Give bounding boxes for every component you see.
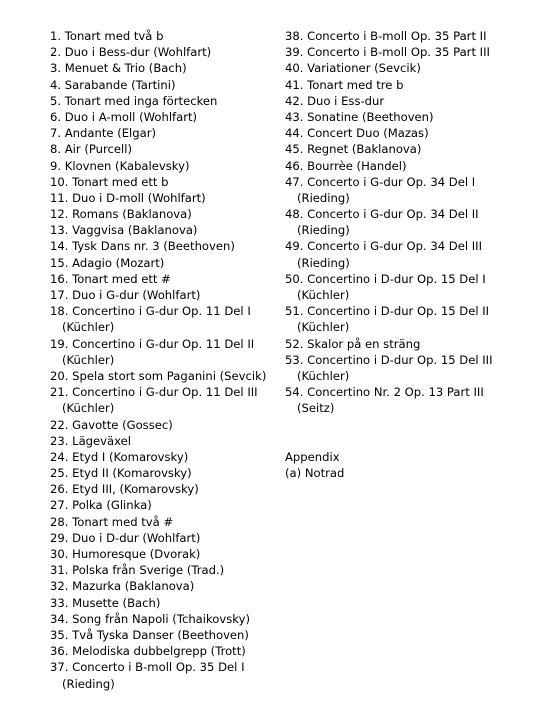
list-item-title: 54. Concertino Nr. 2 Op. 13 Part III (285, 385, 484, 400)
list-item-title: 20. Spela stort som Paganini (Sevcik) (50, 368, 267, 383)
list-item (50, 578, 285, 594)
list-item-title: 39. Concerto i B-moll Op. 35 Part III (285, 45, 490, 60)
list-item-title: 10. Tonart med ett b (50, 174, 169, 189)
list-item (50, 271, 285, 287)
list-item (50, 643, 285, 659)
list-item-title: 24. Etyd I (Komarovsky) (50, 449, 189, 464)
list-item (50, 287, 285, 303)
list-item (285, 28, 540, 44)
list-item-title: 51. Concertino i D-dur Op. 15 Del II (285, 304, 490, 319)
list-item (50, 497, 285, 513)
list-item (285, 303, 540, 335)
list-item-title: 1. Tonart med två b (50, 29, 164, 43)
list-item-composer: (Küchler) (62, 401, 115, 416)
list-item-composer: (Küchler) (297, 288, 350, 302)
list-item (50, 546, 285, 562)
list-item (50, 222, 285, 238)
list-item-title: 46. Bourrèe (Handel) (285, 158, 407, 173)
list-item-title: 37. Concerto i B-moll Op. 35 Del I (50, 660, 245, 675)
list-item-title: 27. Polka (Glinka) (50, 498, 152, 513)
list-item-title: 13. Vaggvisa (Baklanova) (50, 223, 198, 238)
list-item-title: 43. Sonatine (Beethoven) (285, 109, 434, 124)
list-item-title: 15. Adagio (Mozart) (50, 255, 165, 270)
list-item (50, 595, 285, 611)
list-item (50, 449, 285, 465)
list-item-title: 26. Etyd III, (Komarovsky) (50, 482, 199, 497)
list-item (50, 125, 285, 141)
list-item (50, 141, 285, 157)
list-item (285, 174, 540, 206)
list-item (285, 238, 540, 270)
list-item-title: 9. Klovnen (Kabalevsky) (50, 158, 190, 173)
list-item (50, 481, 285, 497)
list-item-title: 7. Andante (Elgar) (50, 126, 157, 141)
list-item-title: 21. Concertino i G-dur Op. 11 Del III (50, 385, 258, 400)
list-item-title: 41. Tonart med tre b (285, 77, 404, 92)
list-item-title: 40. Variationer (Sevcik) (285, 61, 421, 76)
list-item (50, 433, 285, 449)
list-item-composer: (Küchler) (297, 368, 350, 383)
list-item-title: 42. Duo i Ess-dur (285, 93, 385, 108)
list-item-title: 45. Regnet (Baklanova) (285, 142, 422, 157)
list-item (285, 206, 540, 238)
list-item (285, 44, 540, 60)
list-item (285, 271, 540, 303)
list-item (50, 238, 285, 254)
list-item-composer: (Seitz) (297, 401, 335, 416)
list-item (50, 562, 285, 578)
list-item (50, 530, 285, 546)
list-item (50, 77, 285, 93)
list-item (50, 60, 285, 76)
list-item-title: 38. Concerto i B-moll Op. 35 Part II (285, 29, 487, 43)
list-item-title: 6. Duo i A-moll (Wohlfart) (50, 109, 198, 124)
list-item (50, 417, 285, 433)
list-item-title: 47. Concerto i G-dur Op. 34 Del I (285, 174, 476, 189)
list-item (285, 125, 540, 141)
appendix-section (285, 449, 540, 481)
list-item-title: 22. Gavotte (Gossec) (50, 417, 173, 432)
list-item-title: 8. Air (Purcell) (50, 142, 132, 157)
list-item-title: 25. Etyd II (Komarovsky) (50, 466, 192, 481)
list-item-composer: (Rieding) (297, 190, 350, 205)
list-item-title: 35. Två Tyska Danser (Beethoven) (50, 627, 249, 642)
list-item-title: 14. Tysk Dans nr. 3 (Beethoven) (50, 239, 235, 254)
list-item (50, 368, 285, 384)
list-item (50, 336, 285, 368)
appendix-item: (a) Notrad (285, 466, 345, 481)
list-item-composer: (Rieding) (62, 676, 115, 691)
list-item-title: 33. Musette (Bach) (50, 595, 161, 610)
list-item-composer: (Rieding) (297, 255, 350, 270)
contents-left-column (50, 28, 285, 692)
list-item (50, 206, 285, 222)
list-item (50, 28, 285, 44)
list-item-title: 53. Concertino i D-dur Op. 15 Del III (285, 352, 493, 367)
list-item (285, 384, 540, 416)
contents-right-column (285, 28, 540, 481)
list-item-title: 30. Humoresque (Dvorak) (50, 547, 201, 561)
list-item (50, 514, 285, 530)
list-item (50, 611, 285, 627)
list-item (50, 659, 285, 691)
list-item (285, 60, 540, 76)
list-item-title: 11. Duo i D-moll (Wohlfart) (50, 190, 206, 205)
list-item (50, 255, 285, 271)
list-item (50, 465, 285, 481)
list-item-title: 44. Concert Duo (Mazas) (285, 126, 429, 141)
list-item-title: 52. Skalor på en sträng (285, 336, 421, 351)
list-item-title: 17. Duo i G-dur (Wohlfart) (50, 288, 201, 302)
list-item-title: 5. Tonart med inga förtecken (50, 93, 218, 108)
list-item (50, 158, 285, 174)
list-item-title: 28. Tonart med två # (50, 514, 174, 529)
list-item-title: 29. Duo i D-dur (Wohlfart) (50, 530, 201, 545)
list-item-composer: (Küchler) (297, 320, 350, 335)
list-item-title: 23. Lägeväxel (50, 433, 132, 448)
list-item (50, 93, 285, 109)
list-item-title: 31. Polska från Sverige (Trad.) (50, 563, 225, 578)
list-item-composer: (Rieding) (297, 223, 350, 238)
list-item-title: 49. Concerto i G-dur Op. 34 Del III (285, 239, 483, 254)
list-item-title: 2. Duo i Bess-dur (Wohlfart) (50, 45, 212, 60)
list-item (50, 109, 285, 125)
list-item-composer: (Küchler) (62, 352, 115, 367)
list-item (285, 158, 540, 174)
list-item (285, 93, 540, 109)
list-item-title: 18. Concertino i G-dur Op. 11 Del I (50, 304, 251, 319)
list-item-title: 36. Melodiska dubbelgrepp (Trott) (50, 644, 246, 659)
list-item (50, 303, 285, 335)
list-item (285, 109, 540, 125)
list-item-title: 4. Sarabande (Tartini) (50, 77, 176, 92)
list-item-title: 12. Romans (Baklanova) (50, 207, 192, 222)
list-item-title: 48. Concerto i G-dur Op. 34 Del II (285, 207, 479, 222)
list-item (50, 627, 285, 643)
list-item-composer: (Küchler) (62, 320, 115, 335)
list-item (50, 174, 285, 190)
list-item (50, 44, 285, 60)
list-item-title: 50. Concertino i D-dur Op. 15 Del I (285, 271, 486, 286)
list-item (285, 77, 540, 93)
list-item (285, 141, 540, 157)
list-item-title: 19. Concertino i G-dur Op. 11 Del II (50, 336, 255, 351)
list-item-title: 34. Song från Napoli (Tchaikovsky) (50, 611, 250, 626)
list-item (285, 352, 540, 384)
list-item-title: 32. Mazurka (Baklanova) (50, 579, 195, 594)
appendix-heading: Appendix (285, 449, 340, 464)
list-item-title: 3. Menuet & Trio (Bach) (50, 61, 187, 76)
right-entries (285, 28, 540, 417)
list-item (50, 190, 285, 206)
list-item-title: 16. Tonart med ett # (50, 271, 171, 286)
list-item (285, 336, 540, 352)
list-item (50, 384, 285, 416)
